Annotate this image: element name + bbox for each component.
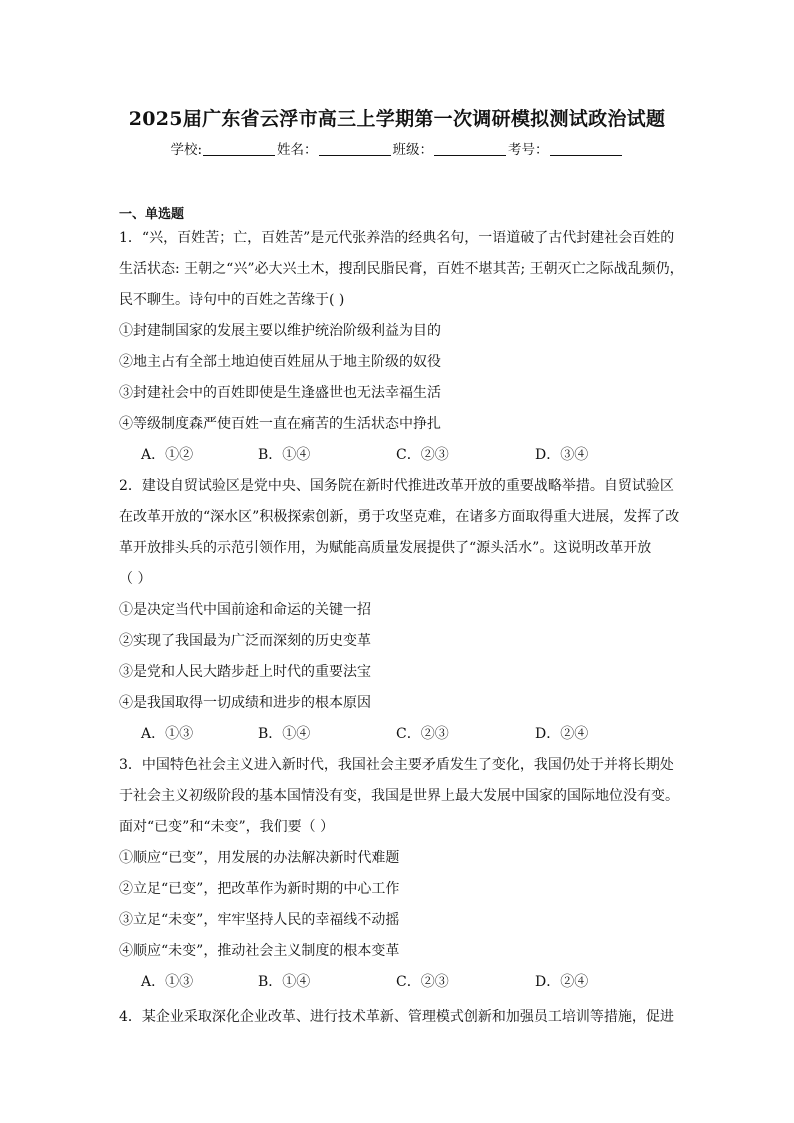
question-1-option-d[interactable]: D．③④ (535, 447, 589, 463)
question-3-option-b[interactable]: B．①④ (258, 974, 311, 990)
question-4-text-line-1: 4．某企业采取深化企业改革、进行技术革新、管理模式创新和加强员工培训等措施，促进 (119, 1009, 674, 1025)
question-3-statement-3: ③立足“未变”，牢牢坚持人民的幸福线不动摇 (119, 912, 400, 928)
name-blank[interactable] (319, 143, 391, 156)
question-2-statement-3: ③是党和人民大踏步赶上时代的重要法宝 (119, 664, 371, 680)
question-1-statement-2: ②地主占有全部土地迫使百姓屈从于地主阶级的奴役 (119, 354, 441, 370)
exam-number-blank[interactable] (550, 143, 622, 156)
question-3-text-line-1: 3．中国特色社会主义进入新时代，我国社会主要矛盾发生了变化，我国仍处于并将长期处 (119, 757, 674, 773)
question-3-text-line-2: 于社会主义初级阶段的基本国情没有变，我国是世界上最大发展中国家的国际地位没有变。 (119, 788, 679, 804)
question-1-option-a[interactable]: A．①② (141, 447, 194, 463)
school-blank[interactable] (203, 143, 275, 156)
question-2-statement-2: ②实现了我国最为广泛而深刻的历史变革 (119, 633, 371, 649)
school-label: 学校: (170, 142, 203, 158)
exam-title: 2025届广东省云浮市高三上学期第一次调研模拟测试政治试题 (128, 108, 666, 130)
question-1-statement-3: ③封建社会中的百姓即使是生逢盛世也无法幸福生活 (119, 385, 441, 401)
question-1-statement-4: ④等级制度森严使百姓一直在痛苦的生活状态中挣扎 (119, 416, 441, 432)
class-blank[interactable] (434, 143, 506, 156)
class-label: 班级： (392, 142, 434, 158)
question-1-text-line-1: 1．“兴，百姓苦；亡，百姓苦”是元代张养浩的经典名句，一语道破了古代封建社会百姓的 (119, 230, 675, 246)
question-3-option-a[interactable]: A．①③ (141, 974, 194, 990)
exam-number-label: 考号： (508, 142, 549, 158)
question-2-option-a[interactable]: A．①③ (141, 726, 194, 742)
question-3-text-line-3: 面对“已变”和“未变”，我们要（ ） (119, 819, 335, 835)
question-3-option-c[interactable]: C．②③ (396, 974, 449, 990)
question-2-text-line-3: 革开放排头兵的示范引领作用，为赋能高质量发展提供了“源头活水”。这说明改革开放 (119, 540, 652, 556)
question-2-option-d[interactable]: D．②④ (535, 726, 589, 742)
section-heading: 一、单选题 (119, 207, 185, 222)
question-2-text-line-1: 2．建设自贸试验区是党中央、国务院在新时代推进改革开放的重要战略举措。自贸试验区 (119, 478, 674, 494)
question-1-option-b[interactable]: B．①④ (258, 447, 311, 463)
question-2-option-c[interactable]: C．②③ (396, 726, 449, 742)
question-3-statement-2: ②立足“已变”，把改革作为新时期的中心工作 (119, 881, 400, 897)
question-3-statement-1: ①顺应“已变”，用发展的办法解决新时代难题 (119, 850, 400, 866)
question-2-text-line-4: （ ） (119, 571, 152, 587)
question-2-statement-1: ①是决定当代中国前途和命运的关键一招 (119, 602, 371, 618)
question-3-statement-4: ④顺应“未变”，推动社会主义制度的根本变革 (119, 943, 400, 959)
question-2-text-line-2: 在改革开放的“深水区”积极探索创新，勇于攻坚克难，在诸多方面取得重大进展，发挥了改 (119, 509, 680, 525)
question-2-option-b[interactable]: B．①④ (258, 726, 311, 742)
question-2-statement-4: ④是我国取得一切成绩和进步的根本原因 (119, 695, 371, 711)
name-label: 姓名： (277, 142, 318, 158)
question-1-statement-1: ①封建制国家的发展主要以维护统治阶级利益为目的 (119, 323, 441, 339)
question-1-option-c[interactable]: C．②③ (396, 447, 449, 463)
question-3-option-d[interactable]: D．②④ (535, 974, 589, 990)
question-1-text-line-3: 民不聊生。诗句中的百姓之苦缘于( ) (119, 292, 345, 308)
question-1-text-line-2: 生活状态: 王朝之“兴”必大兴土木，搜刮民脂民膏，百姓不堪其苦; 王朝灭亡之际战乱频仍， (119, 261, 684, 277)
student-info-line (0, 138, 794, 158)
